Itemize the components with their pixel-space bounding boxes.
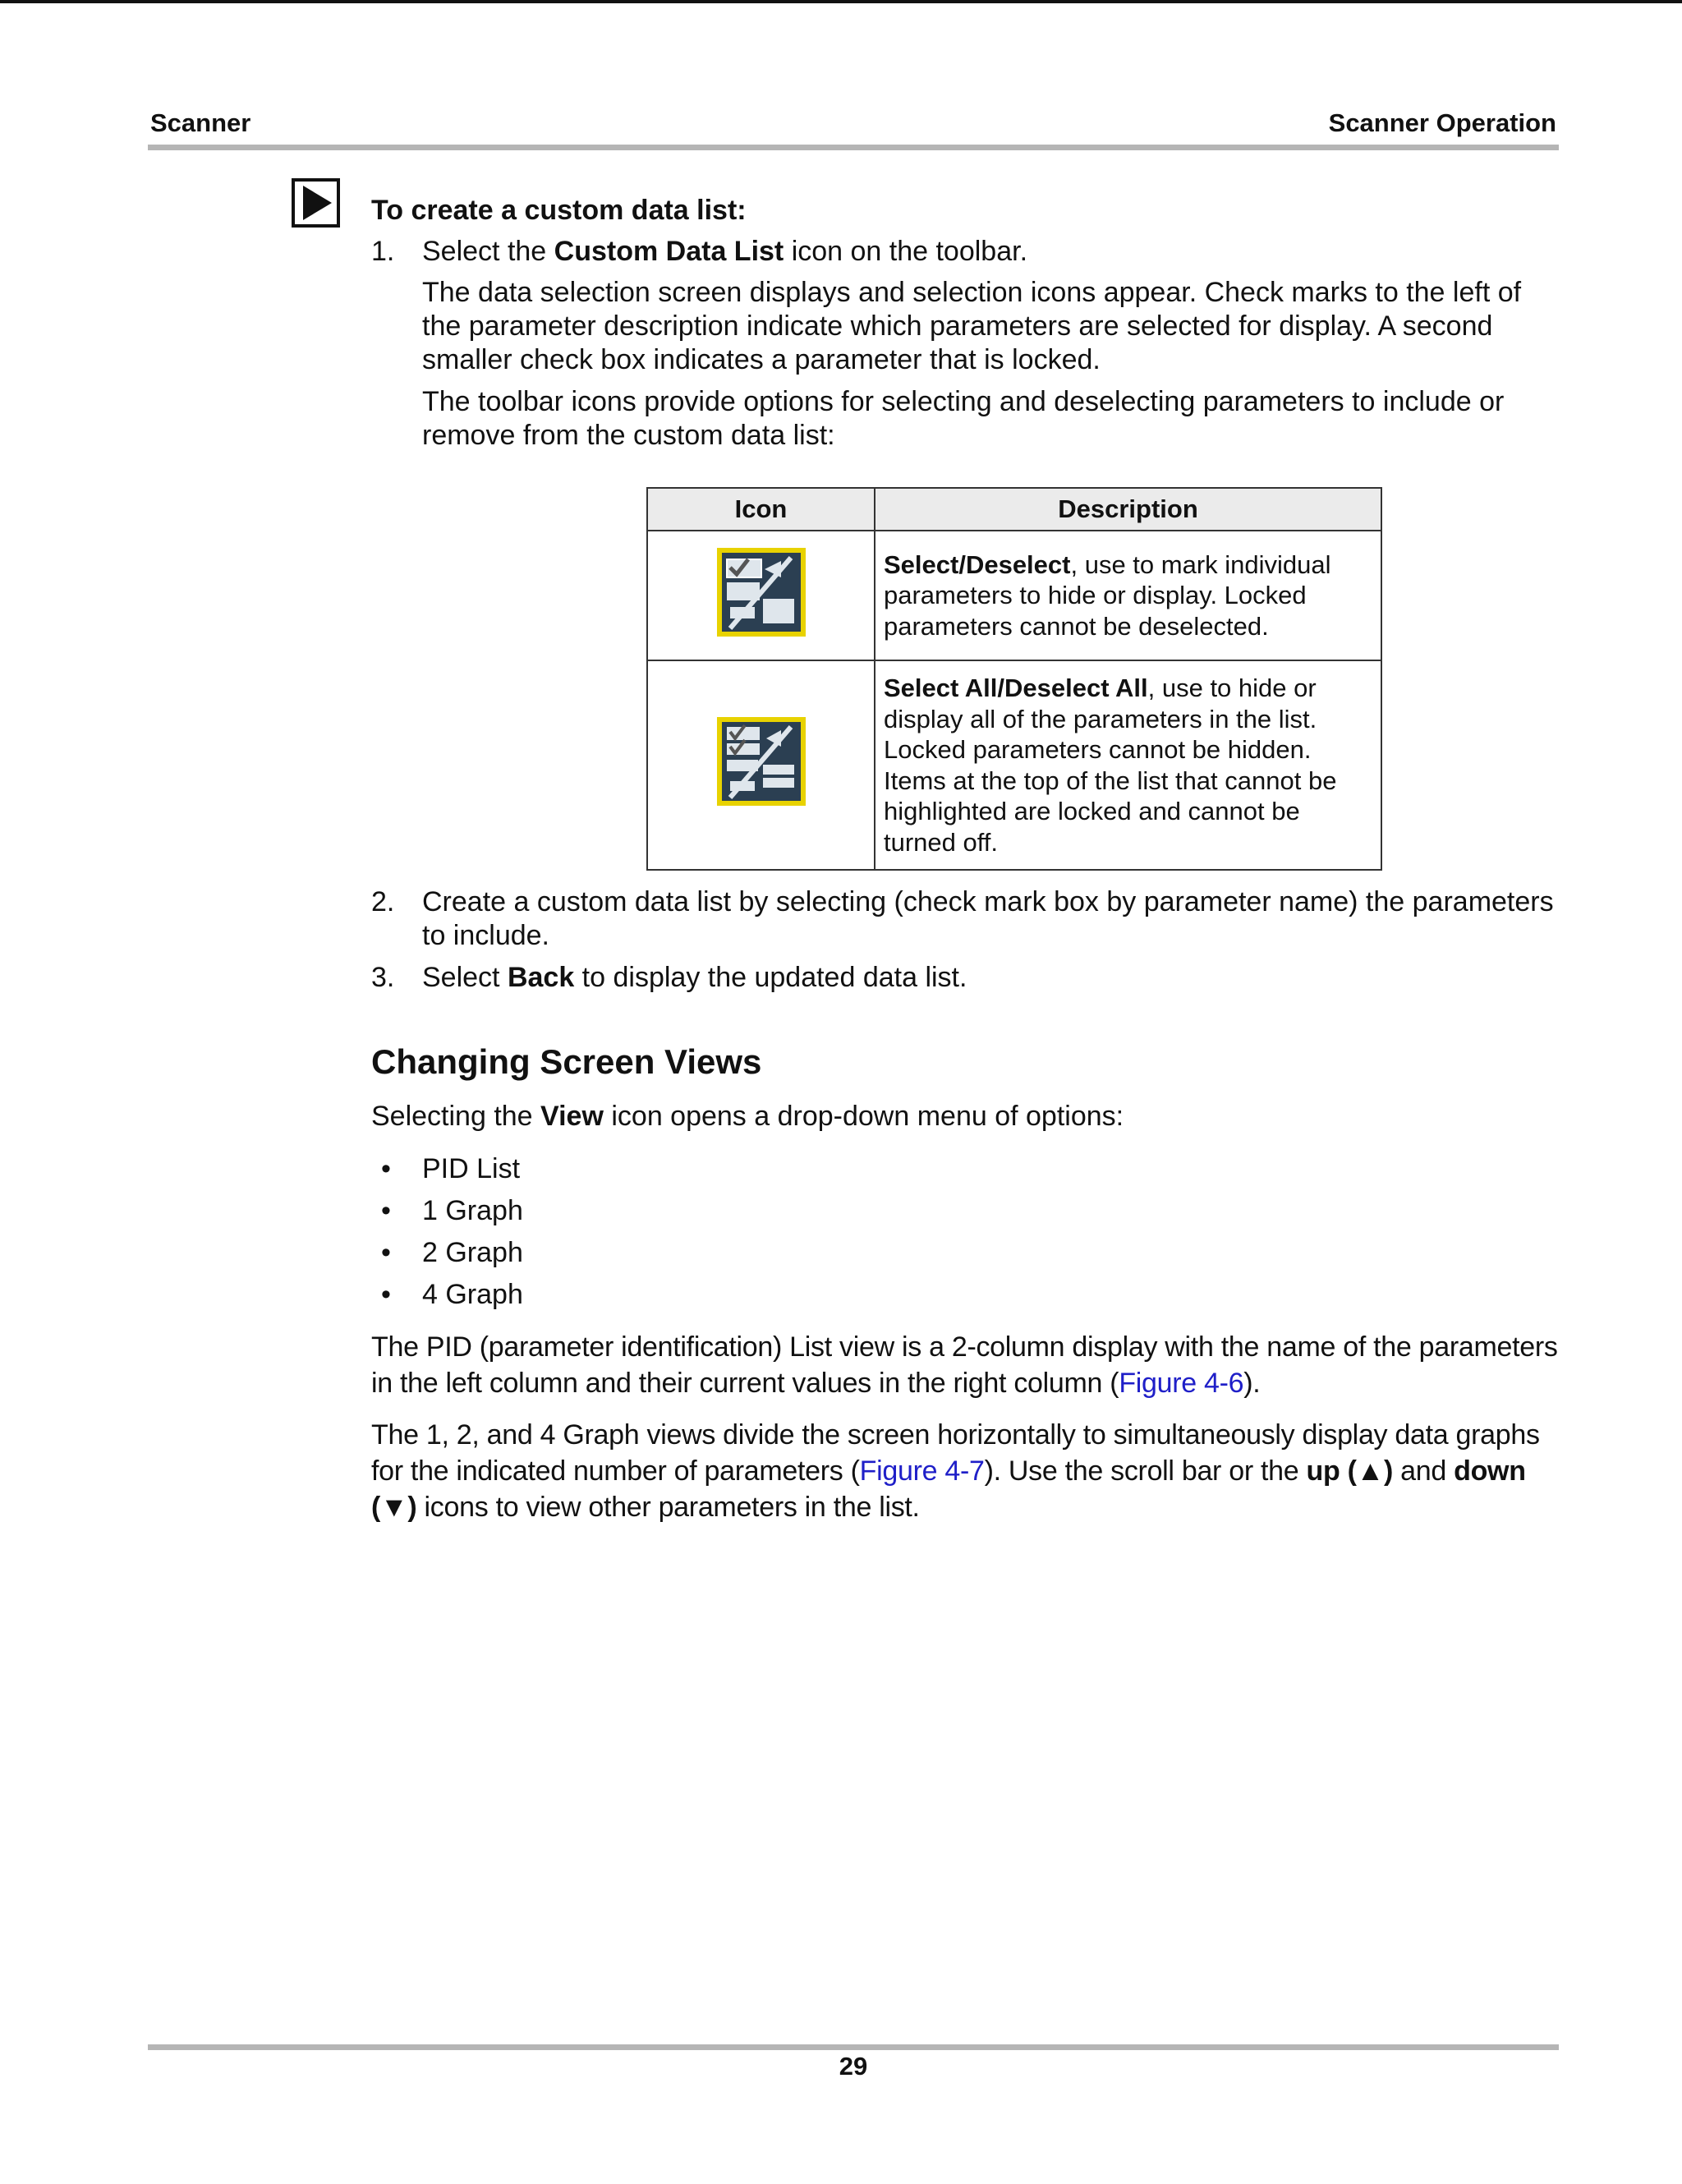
table-row — [647, 531, 1381, 660]
icon-description-table — [646, 487, 1382, 871]
step-number: 1. — [371, 236, 395, 267]
page-number: 29 — [839, 2052, 868, 2081]
description-text: , use to mark individual parameters to hide or display. Locked parameters cannot be deselected. — [884, 549, 1331, 641]
paragraph-text: and — [1393, 1455, 1455, 1487]
description-text: , use to hide or display all of the parameters in the list. Locked parameters cannot be hidden. Items at the top of the list that cannot be highlighted are locked and cannot be turned off. — [884, 674, 1337, 857]
step-text: Select — [422, 962, 508, 993]
step-number: 2. — [371, 886, 395, 917]
list-item-text: 2 Graph — [422, 1237, 523, 1268]
down-icon-label: down (▼) — [371, 1455, 1526, 1523]
table-description-cell — [875, 531, 1381, 660]
paragraph-text: The PID (parameter identification) List view is a 2-column display with the name of the parameters in the left column and their current values in the right column ( — [371, 1331, 1558, 1399]
paragraph-text: icons to view other parameters in the list. — [416, 1492, 920, 1523]
step-bold-text: Custom Data List — [554, 236, 784, 267]
list-item-text: PID List — [422, 1153, 521, 1184]
table-row — [647, 660, 1381, 870]
section-title: Changing Screen Views — [371, 1042, 762, 1081]
paragraph-graph-views — [371, 1417, 1562, 1525]
step-number: 3. — [371, 962, 395, 993]
intro-bold: View — [540, 1101, 604, 1132]
paragraph-text: ). — [1243, 1368, 1261, 1399]
step-text: Select the — [422, 236, 554, 267]
procedure-title: To create a custom data list: — [371, 195, 747, 226]
paragraph-toolbar-icons: The toolbar icons provide options for selecting and deselecting parameters to include or remove from the custom data list: — [422, 386, 1505, 451]
step-text: icon on the toolbar. — [784, 236, 1028, 267]
table-header-row — [647, 488, 1381, 531]
paragraph-pid-list — [371, 1329, 1562, 1401]
footer-rule — [148, 2044, 1559, 2050]
paragraph-text: ). Use the scroll bar or the — [984, 1455, 1307, 1487]
header-section-title: Scanner — [150, 108, 251, 137]
up-icon-label: up (▲) — [1306, 1455, 1393, 1487]
select-all-deselect-all-icon — [715, 715, 807, 807]
description-bold: Select/Deselect — [884, 549, 1071, 579]
step-bold-text: Back — [507, 962, 575, 993]
select-deselect-icon — [715, 546, 807, 638]
list-item-text: 4 Graph — [422, 1279, 523, 1310]
list-item-text: 1 Graph — [422, 1195, 523, 1226]
description-bold: Select All/Deselect All — [884, 674, 1148, 702]
table-description-cell — [875, 660, 1381, 870]
figure-4-7-link[interactable]: Figure 4-7 — [859, 1455, 985, 1487]
procedure-arrow-icon — [292, 178, 340, 228]
intro-text: icon opens a drop-down menu of options: — [603, 1101, 1124, 1132]
step-text: to display the updated data list. — [574, 962, 967, 993]
table-header-description: Description — [875, 488, 1381, 531]
figure-4-6-link[interactable]: Figure 4-6 — [1119, 1368, 1244, 1399]
section-intro — [371, 1100, 1562, 1133]
table-icon-cell — [647, 660, 875, 870]
table-icon-cell — [647, 531, 875, 660]
paragraph-selection-screen: The data selection screen displays and selection icons appear. Check marks to the left of the parameter description indicate which parameters are selected for display. A second smaller check box indicates a parameter that is locked. — [422, 277, 1522, 375]
header-chapter-title: Scanner Operation — [1328, 108, 1556, 137]
paragraph-text: The 1, 2, and 4 Graph views divide the screen horizontally to simultaneously display data graphs for the indicated number of parameters ( — [371, 1419, 1540, 1487]
intro-text: Selecting the — [371, 1101, 541, 1132]
table-header-icon: Icon — [647, 488, 875, 531]
step-text: Create a custom data list by selecting (check mark box by parameter name) the parameters to include. — [422, 886, 1554, 951]
top-border — [0, 0, 1682, 3]
header-rule — [148, 145, 1559, 150]
